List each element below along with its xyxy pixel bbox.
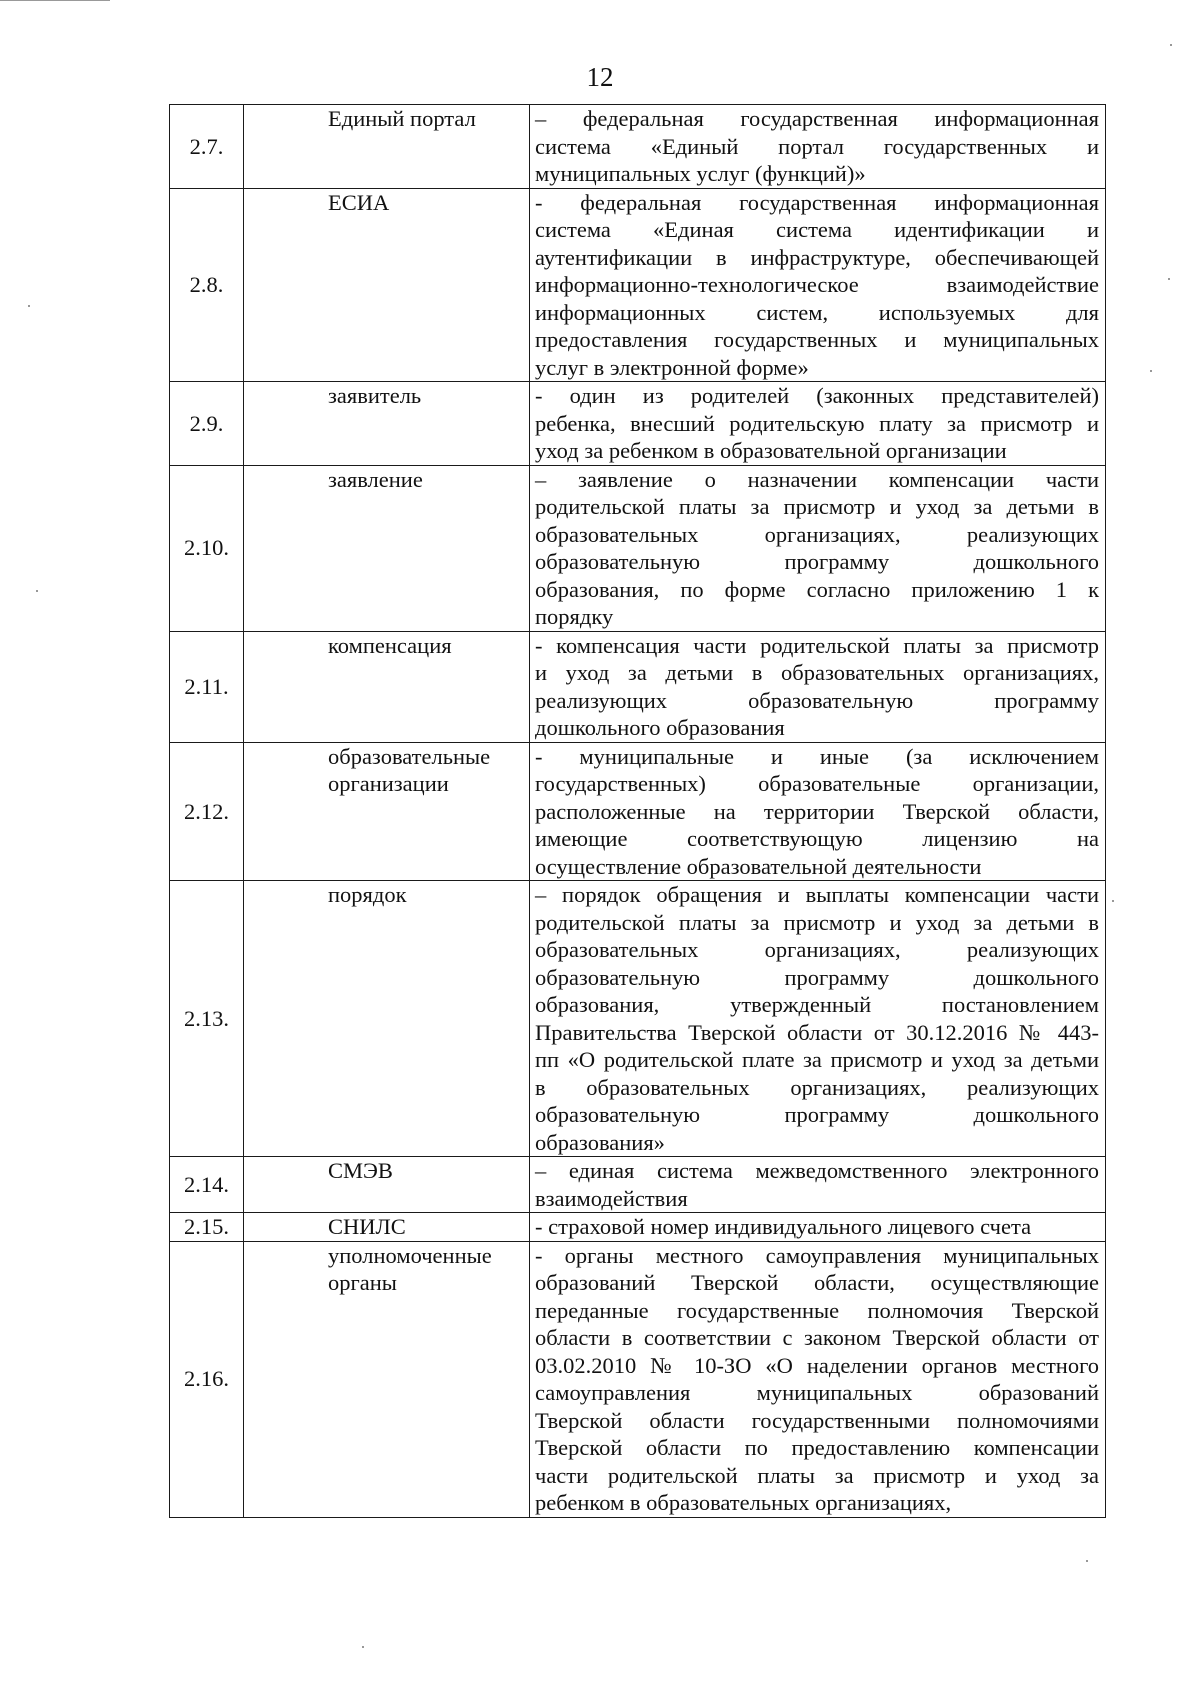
term-cell bbox=[244, 1213, 530, 1242]
definition-text-line: система «Единая система идентификации и bbox=[535, 217, 1099, 242]
definition-cell bbox=[530, 1213, 1106, 1242]
row-number: 2.8. bbox=[170, 188, 244, 382]
definition-text-line: - федеральная государственная информационная bbox=[535, 189, 1099, 215]
definition-cell bbox=[530, 465, 1106, 631]
term-cell bbox=[244, 1157, 530, 1213]
term-text: СНИЛС bbox=[328, 1214, 406, 1239]
term-text: органы bbox=[328, 1270, 397, 1295]
definition-text-line: ребенка, внесший родительскую плату за присмотр и bbox=[535, 410, 1099, 436]
definition-text-line: – заявление о назначении компенсации части bbox=[535, 466, 1099, 492]
definition-text-line: информационно-технологическое взаимодействие bbox=[535, 272, 1099, 297]
definition-text-line: образования» bbox=[535, 1129, 665, 1155]
page-number: 12 bbox=[586, 62, 614, 92]
term-text: заявитель bbox=[328, 383, 422, 408]
definition-text-line: в образовательных организациях, реализующих bbox=[535, 1074, 1099, 1100]
definition-row bbox=[170, 742, 1106, 881]
term-cell bbox=[244, 188, 530, 382]
definition-text-line: взаимодействия bbox=[535, 1185, 688, 1211]
definition-text-line: реализующих образовательную программу bbox=[535, 687, 1099, 713]
term-cell bbox=[244, 881, 530, 1157]
scan-speck bbox=[1150, 370, 1152, 372]
definition-text-line: услуг в электронной форме» bbox=[535, 354, 809, 380]
definition-text-line: - один из родителей (законных представителей) bbox=[535, 383, 1099, 408]
row-number: 2.14. bbox=[170, 1157, 244, 1213]
definition-text-line: - страховой номер индивидуального лицевого счета bbox=[535, 1214, 1032, 1239]
term-cell bbox=[244, 1241, 530, 1517]
definition-text-line: – единая система межведомственного электронного bbox=[535, 1158, 1099, 1183]
definition-text-line: – федеральная государственная информационная bbox=[535, 106, 1099, 131]
term-text: уполномоченные bbox=[328, 1242, 492, 1268]
scan-speck bbox=[36, 590, 38, 592]
scan-speck bbox=[362, 1646, 364, 1648]
definition-text-line: образовательных организациях, реализующих bbox=[535, 937, 1099, 962]
definition-text-line: - органы местного самоуправления муниципальных bbox=[535, 1242, 1099, 1268]
term-cell bbox=[244, 105, 530, 189]
scan-edge-line bbox=[0, 0, 110, 1]
definition-text-line: - муниципальные и иные (за исключением bbox=[535, 743, 1099, 769]
term-cell bbox=[244, 631, 530, 742]
definition-cell bbox=[530, 382, 1106, 466]
definition-text-line: родительской платы за присмотр и уход за детьми в bbox=[535, 494, 1099, 519]
definition-text-line: образований Тверской области, осуществляющие bbox=[535, 1270, 1099, 1295]
term-text: образовательные bbox=[328, 743, 491, 769]
definition-cell bbox=[530, 105, 1106, 189]
definition-text-line: уход за ребенком в образовательной организации bbox=[535, 438, 1007, 463]
definition-text-line: расположенные на территории Тверской области, bbox=[535, 798, 1099, 824]
row-number: 2.10. bbox=[170, 465, 244, 631]
definition-text-line: части родительской платы за присмотр и уход за bbox=[535, 1462, 1099, 1488]
definition-text-line: муниципальных услуг (функций)» bbox=[535, 161, 866, 186]
definition-row bbox=[170, 382, 1106, 466]
scan-speck bbox=[28, 305, 30, 307]
definition-text-line: дошкольного образования bbox=[535, 715, 785, 740]
definition-row bbox=[170, 1241, 1106, 1517]
term-cell bbox=[244, 465, 530, 631]
definition-text-line: образовательных организациях, реализующих bbox=[535, 521, 1099, 547]
scan-speck bbox=[1170, 44, 1172, 46]
definition-text-line: образовательную программу дошкольного bbox=[535, 1102, 1099, 1127]
scan-speck bbox=[1086, 1560, 1088, 1562]
definitions-table-body bbox=[170, 105, 1106, 1518]
definition-text-line: система «Единый портал государственных и bbox=[535, 133, 1099, 159]
definition-cell bbox=[530, 1241, 1106, 1517]
definition-cell bbox=[530, 881, 1106, 1157]
term-text: Единый портал bbox=[328, 106, 476, 131]
definition-text-line: и уход за детьми в образовательных организациях, bbox=[535, 660, 1099, 685]
definition-row bbox=[170, 105, 1106, 189]
term-text: СМЭВ bbox=[328, 1158, 393, 1183]
row-number: 2.9. bbox=[170, 382, 244, 466]
term-text: ЕСИА bbox=[328, 189, 390, 215]
definition-text-line: имеющие соответствующую лицензию на bbox=[535, 826, 1099, 851]
row-number: 2.15. bbox=[170, 1213, 244, 1242]
definition-text-line: самоуправления муниципальных образований bbox=[535, 1380, 1099, 1405]
definition-text-line: образования, по форме согласно приложению 1 к bbox=[535, 576, 1099, 602]
term-cell bbox=[244, 382, 530, 466]
definition-row bbox=[170, 1157, 1106, 1213]
definition-text-line: Тверской области государственными полномочиями bbox=[535, 1407, 1099, 1433]
definition-text-line: ребенком в образовательных организациях, bbox=[535, 1490, 952, 1515]
definition-text-line: государственных) образовательные организации, bbox=[535, 771, 1099, 796]
definition-text-line: порядку bbox=[535, 604, 614, 629]
definition-row bbox=[170, 631, 1106, 742]
definition-text-line: предоставления государственных и муниципальных bbox=[535, 327, 1099, 352]
definitions-table bbox=[169, 104, 1106, 1518]
term-text: организации bbox=[328, 771, 449, 796]
definition-text-line: Тверской области по предоставлению компенсации bbox=[535, 1435, 1099, 1460]
term-text: заявление bbox=[328, 466, 423, 492]
definition-row bbox=[170, 1213, 1106, 1242]
definition-text-line: переданные государственные полномочия Тверской bbox=[535, 1297, 1099, 1323]
term-text: порядок bbox=[328, 882, 407, 907]
definition-row bbox=[170, 465, 1106, 631]
definition-text-line: образовательную программу дошкольного bbox=[535, 549, 1099, 574]
definition-text-line: осуществление образовательной деятельности bbox=[535, 853, 982, 879]
definition-text-line: Правительства Тверской области от 30.12.2016 № 443- bbox=[535, 1019, 1099, 1045]
term-cell bbox=[244, 742, 530, 881]
row-number: 2.13. bbox=[170, 881, 244, 1157]
definition-text-line: области в соответствии с законом Тверской области от bbox=[535, 1325, 1099, 1350]
scan-speck bbox=[1168, 278, 1170, 280]
definition-text-line: родительской платы за присмотр и уход за детьми в bbox=[535, 909, 1099, 935]
scan-speck bbox=[1112, 900, 1114, 902]
definition-text-line: – порядок обращения и выплаты компенсации части bbox=[535, 882, 1099, 907]
definition-text-line: пп «О родительской плате за присмотр и уход за детьми bbox=[535, 1047, 1099, 1072]
definition-row bbox=[170, 188, 1106, 382]
row-number: 2.16. bbox=[170, 1241, 244, 1517]
definition-cell bbox=[530, 1157, 1106, 1213]
row-number: 2.12. bbox=[170, 742, 244, 881]
definition-text-line: образования, утвержденный постановлением bbox=[535, 992, 1099, 1017]
definition-cell bbox=[530, 188, 1106, 382]
term-text: компенсация bbox=[328, 632, 452, 658]
definition-text-line: аутентификации в инфраструктуре, обеспечивающей bbox=[535, 244, 1099, 270]
definition-cell bbox=[530, 631, 1106, 742]
definition-text-line: образовательную программу дошкольного bbox=[535, 964, 1099, 990]
definition-text-line: 03.02.2010 № 10-ЗО «О наделении органов местного bbox=[535, 1352, 1099, 1378]
definition-text-line: информационных систем, используемых для bbox=[535, 299, 1099, 325]
row-number: 2.11. bbox=[170, 631, 244, 742]
definition-row bbox=[170, 881, 1106, 1157]
definition-text-line: - компенсация части родительской платы за присмотр bbox=[535, 632, 1099, 658]
definition-cell bbox=[530, 742, 1106, 881]
row-number: 2.7. bbox=[170, 105, 244, 189]
